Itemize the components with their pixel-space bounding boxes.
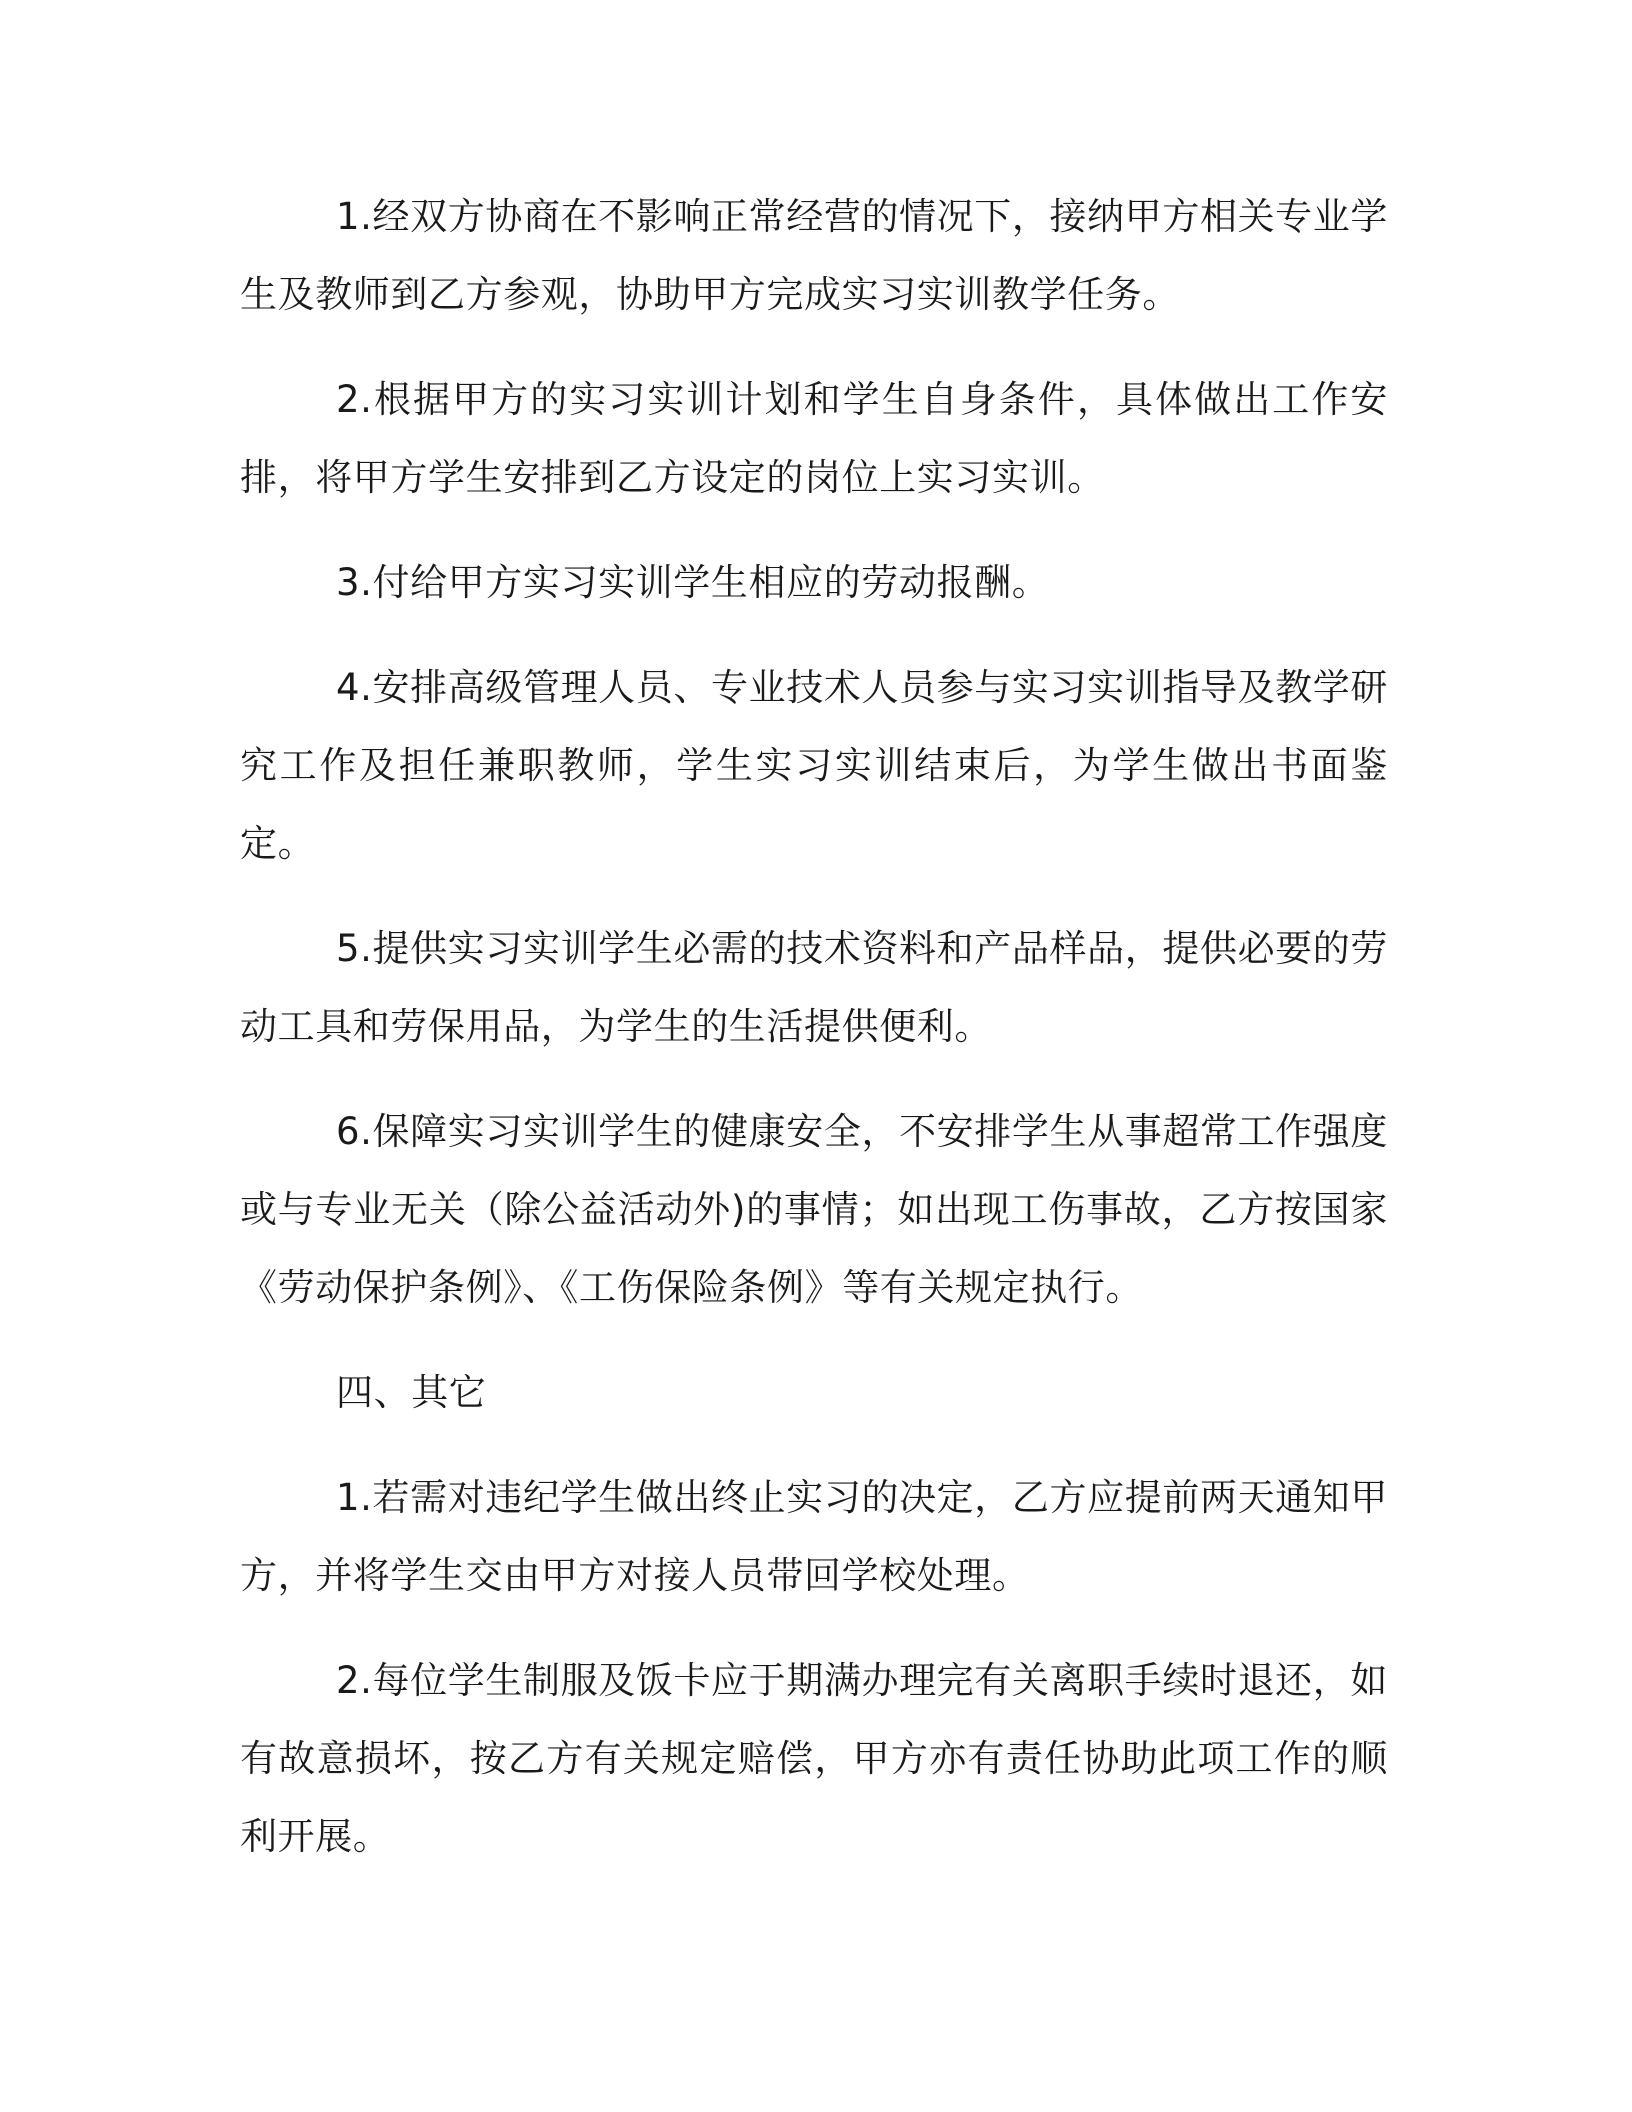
clause-paragraph-6: 6.保障实习实训学生的健康安全，不安排学生从事超常工作强度或与专业无关（除公益活动外)的事情；如出现工伤事故，乙方按国家《劳动保护条例》、《工伤保险条例》等有关规定执行。 <box>240 1110 1388 1309</box>
other-paragraph-2: 2.每位学生制服及饭卡应于期满办理完有关离职手续时退还，如有故意损坏，按乙方有关规定赔偿，甲方亦有责任协助此项工作的顺利开展。 <box>240 1659 1388 1858</box>
clause-paragraph-2: 2.根据甲方的实习实训计划和学生自身条件，具体做出工作安排，将甲方学生安排到乙方设定的岗位上实习实训。 <box>240 378 1388 499</box>
section-heading-other: 四、其它 <box>336 1371 487 1414</box>
clause-paragraph-3: 3.付给甲方实习实训学生相应的劳动报酬。 <box>336 561 1050 604</box>
other-paragraph-1: 1.若需对违纪学生做出终止实习的决定，乙方应提前两天通知甲方，并将学生交由甲方对接人员带回学校处理。 <box>240 1476 1388 1597</box>
clause-paragraph-4: 4.安排高级管理人员、专业技术人员参与实习实训指导及教学研究工作及担任兼职教师，学生实习实训结束后，为学生做出书面鉴定。 <box>240 666 1388 865</box>
document-body <box>240 178 1388 1903</box>
clause-paragraph-1: 1.经双方协商在不影响正常经营的情况下，接纳甲方相关专业学生及教师到乙方参观，协助甲方完成实习实训教学任务。 <box>240 195 1388 316</box>
clause-paragraph-5: 5.提供实习实训学生必需的技术资料和产品样品，提供必要的劳动工具和劳保用品，为学生的生活提供便利。 <box>240 927 1388 1048</box>
